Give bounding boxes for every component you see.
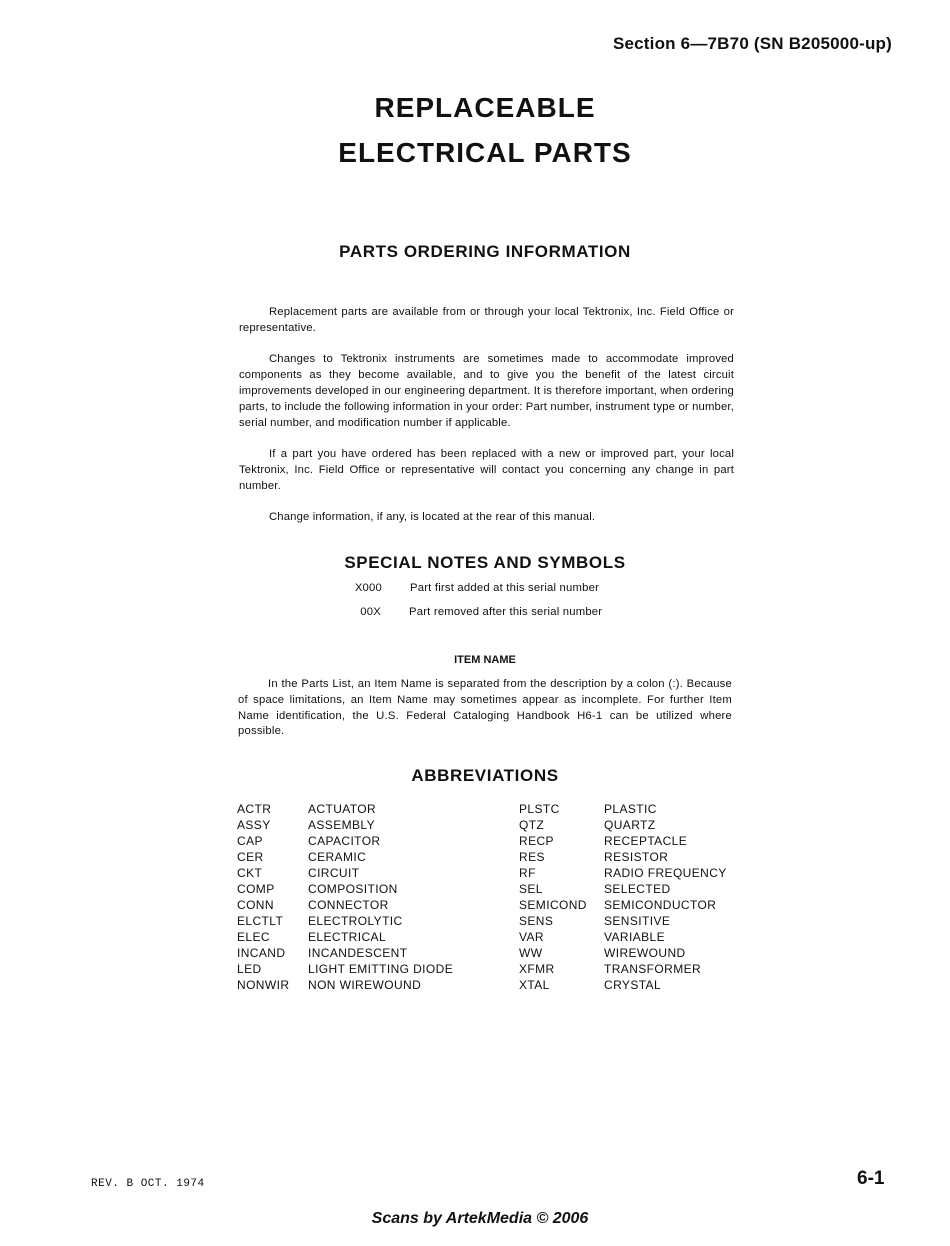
special-notes-heading: SPECIAL NOTES AND SYMBOLS [344,553,626,572]
abbreviation-code: COMP [237,882,275,896]
ordering-paragraph: Change information, if any, is located at the rear of this manual. [269,511,596,523]
page-title-line-2: ELECTRICAL PARTS [338,137,632,168]
abbreviation-code: SEL [519,882,543,896]
parts-ordering-body [239,304,734,540]
item-name-heading: ITEM NAME [454,654,516,666]
abbreviation-code: ACTR [237,802,272,816]
abbreviation-code: PLSTC [519,802,560,816]
abbreviation-code: VAR [519,930,544,944]
page-title-line-1: REPLACEABLE [374,92,596,123]
abbreviation-code: CAP [237,834,263,848]
abbreviation-term: CERAMIC [308,850,367,864]
abbreviation-term: SELECTED [604,882,671,896]
abbreviation-code: LED [237,962,262,976]
abbreviation-term: CIRCUIT [308,866,360,880]
abbreviation-code: NONWIR [237,978,290,992]
symbol-code: X000 [354,582,382,594]
abbreviation-code: CER [237,850,264,864]
abbreviation-term: CAPACITOR [308,834,381,848]
abbreviation-term: VARIABLE [604,930,666,944]
abbreviation-term: RESISTOR [604,850,669,864]
abbreviation-term: QUARTZ [604,818,656,832]
abbreviation-code: ELEC [237,930,270,944]
abbreviation-term: RADIO FREQUENCY [604,866,727,880]
abbreviation-term: SEMICONDUCTOR [604,898,717,912]
abbreviation-code: CONN [237,898,274,912]
abbreviation-code: ASSY [237,818,271,832]
abbreviation-terms-left [308,801,453,993]
parts-ordering-heading: PARTS ORDERING INFORMATION [339,242,631,261]
section-header: Section 6—7B70 (SN B205000-up) [612,34,892,53]
abbreviation-term: ACTUATOR [308,802,377,816]
abbreviation-code: SENS [519,914,554,928]
abbreviation-code: XFMR [519,962,555,976]
abbreviation-term: INCANDESCENT [308,946,408,960]
revision-date: REV. B OCT. 1974 [91,1178,205,1190]
scan-credits: Scans by ArtekMedia © 2006 [371,1210,589,1227]
ordering-paragraph: Replacement parts are available from or through your local Tektronix, Inc. Field Office or representative. [239,306,734,334]
abbreviation-term: COMPOSITION [308,882,398,896]
abbreviation-term: WIREWOUND [604,946,686,960]
symbol-row [0,582,950,598]
abbreviation-code: INCAND [237,946,286,960]
abbreviation-terms-right [604,801,727,993]
item-name-body [238,677,732,740]
abbreviation-term: TRANSFORMER [604,962,702,976]
abbreviation-code: QTZ [519,818,545,832]
symbol-code: 00X [360,606,381,618]
abbreviation-code: XTAL [519,978,550,992]
item-name-paragraph: In the Parts List, an Item Name is separated from the description by a colon (:). Because of space limitations, an Item Name may sometimes appear as incomplete. For further Item Name identification, the U.S. Federal Cataloging Handbook H6-1 can be utilized where possible. [238,678,732,738]
abbreviation-term: PLASTIC [604,802,657,816]
abbreviation-code: RF [519,866,536,880]
abbreviations-heading: ABBREVIATIONS [411,766,559,785]
ordering-paragraph: Changes to Tektronix instruments are sometimes made to accommodate improved components as they become available, and to give you the benefit of the latest circuit improvements developed in our engineering department. It is therefore important, when ordering parts, to include the following information in your order: Part number, instrument type or number, serial number, and modification number if applicable. [239,353,734,429]
abbreviation-term: NON WIREWOUND [308,978,422,992]
abbreviation-code: WW [519,946,543,960]
ordering-paragraph: If a part you have ordered has been replaced with a new or improved part, your local Tektronix, Inc. Field Office or representative will contact you concerning any change in part number. [239,448,734,492]
abbreviation-term: ELECTROLYTIC [308,914,403,928]
abbreviation-code: RES [519,850,545,864]
abbreviation-code: ELCTLT [237,914,284,928]
abbreviation-code: RECP [519,834,554,848]
abbreviation-term: ELECTRICAL [308,930,387,944]
symbol-description: Part removed after this serial number [409,606,603,618]
abbreviation-code: SEMICOND [519,898,587,912]
page-number: 6-1 [857,1168,885,1189]
abbreviation-term: SENSITIVE [604,914,671,928]
abbreviation-term: ASSEMBLY [308,818,376,832]
abbreviation-term: RECEPTACLE [604,834,688,848]
abbreviation-code: CKT [237,866,263,880]
symbol-row [0,606,950,622]
abbreviation-term: LIGHT EMITTING DIODE [308,962,454,976]
abbreviation-codes-right [519,801,587,993]
abbreviation-term: CRYSTAL [604,978,662,992]
symbol-description: Part first added at this serial number [410,582,600,594]
abbreviation-codes-left [237,801,289,993]
abbreviation-term: CONNECTOR [308,898,389,912]
